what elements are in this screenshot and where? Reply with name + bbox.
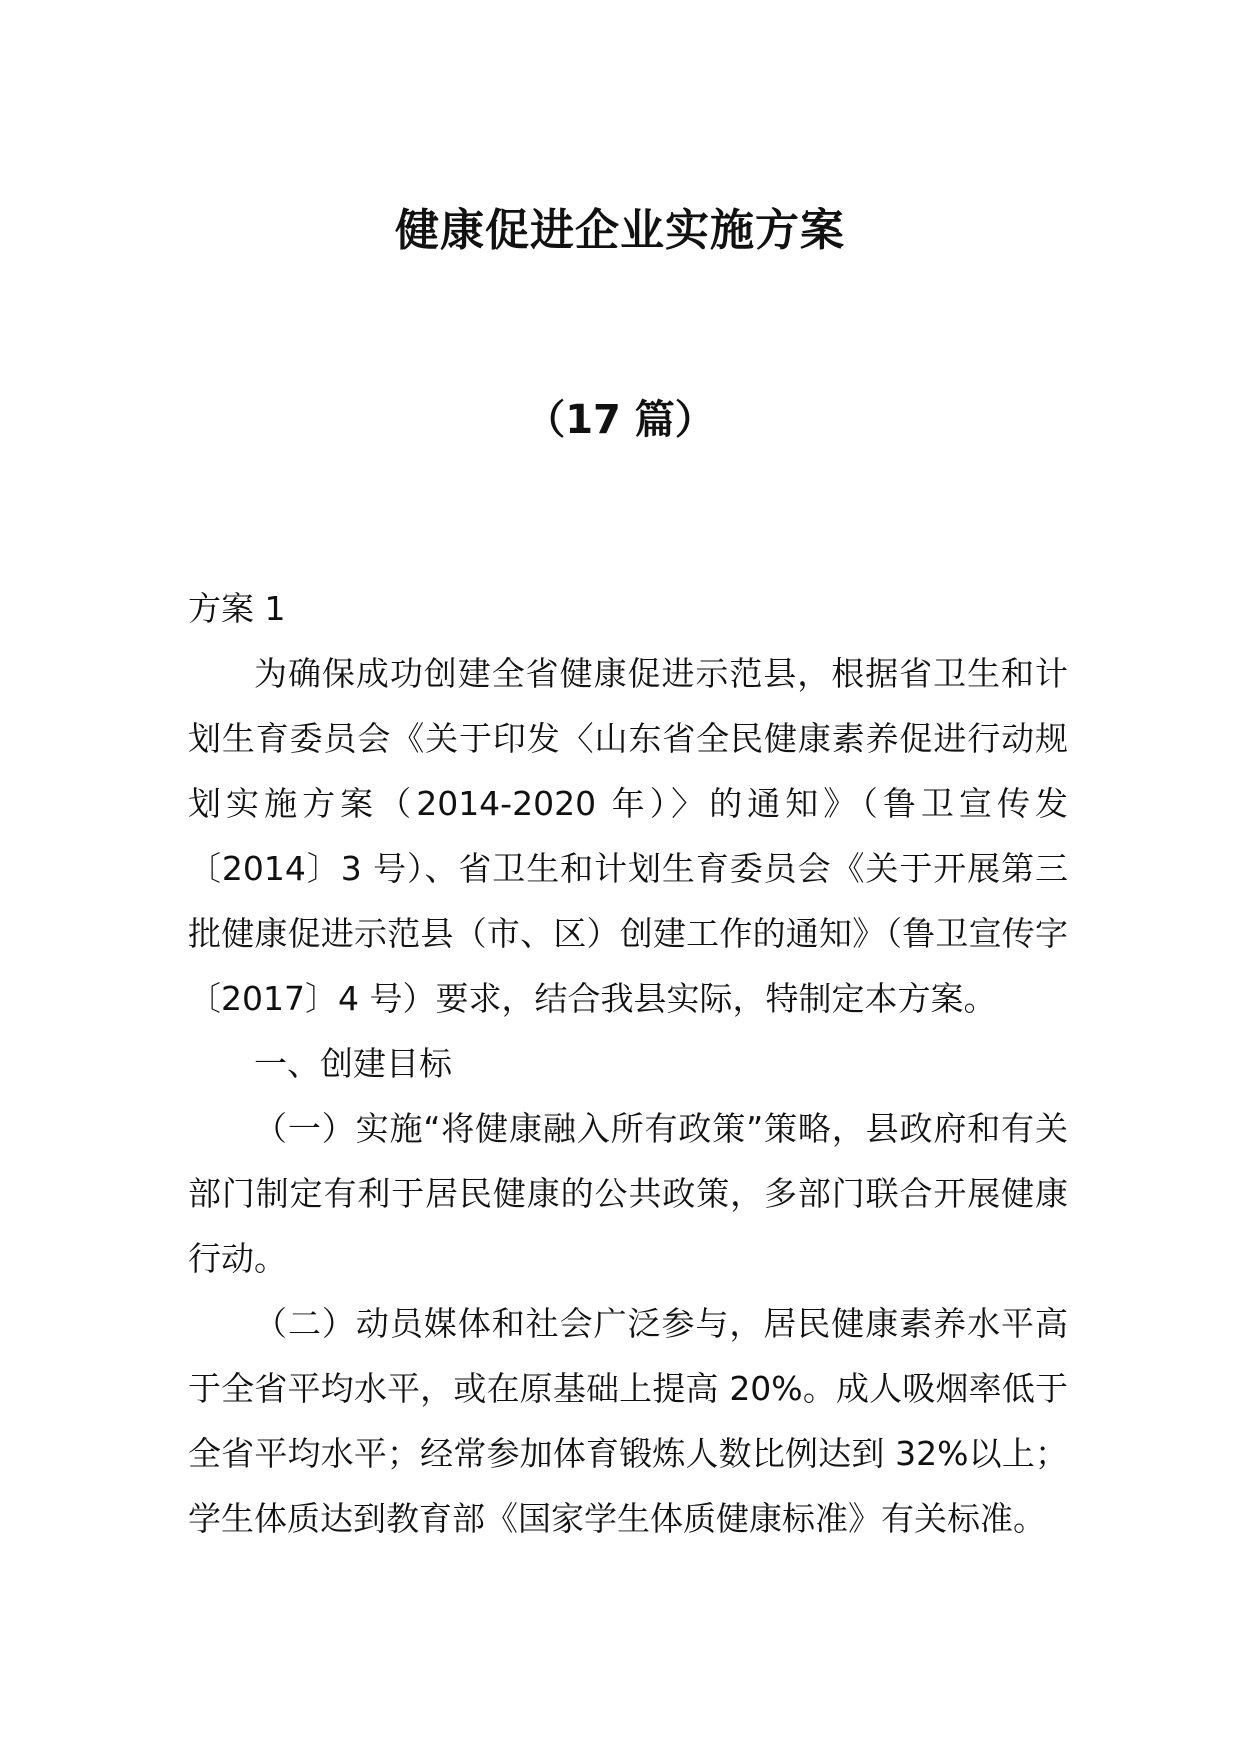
paragraph-intro: 为确保成功创建全省健康促进示范县，根据省卫生和计划生育委员会《关于印发〈山东省全民健康素养促进行动规划实施方案（2014-2020 年）〉的通知》（鲁卫宣传发〔2014〕3 号）、省卫生和计划生育委员会《关于开展第三批健康促进示范县（市、区）创建工作的通知》（鲁卫宣传字〔2017〕4 号）要求，结合我县实际，特制定本方案。 xyxy=(188,654,1068,1018)
document-subtitle: （17 篇） xyxy=(525,397,715,443)
paragraph-goal-1: （一）实施“将健康融入所有政策”策略，县政府和有关部门制定有利于居民健康的公共政策，多部门联合开展健康行动。 xyxy=(188,1109,1068,1278)
paragraph-goal-2: （二）动员媒体和社会广泛参与，居民健康素养水平高于全省平均水平，或在原基础上提高 20%。成人吸烟率低于全省平均水平；经常参加体育锻炼人数比例达到 32%以上；学生体质达到教育部《国家学生体质健康标准》有关标准。 xyxy=(188,1304,1068,1538)
heading-goals: 一、创建目标 xyxy=(254,1044,452,1083)
section-label: 方案 1 xyxy=(188,589,286,628)
document-title: 健康促进企业实施方案 xyxy=(395,205,845,256)
document-body xyxy=(188,576,1068,1551)
